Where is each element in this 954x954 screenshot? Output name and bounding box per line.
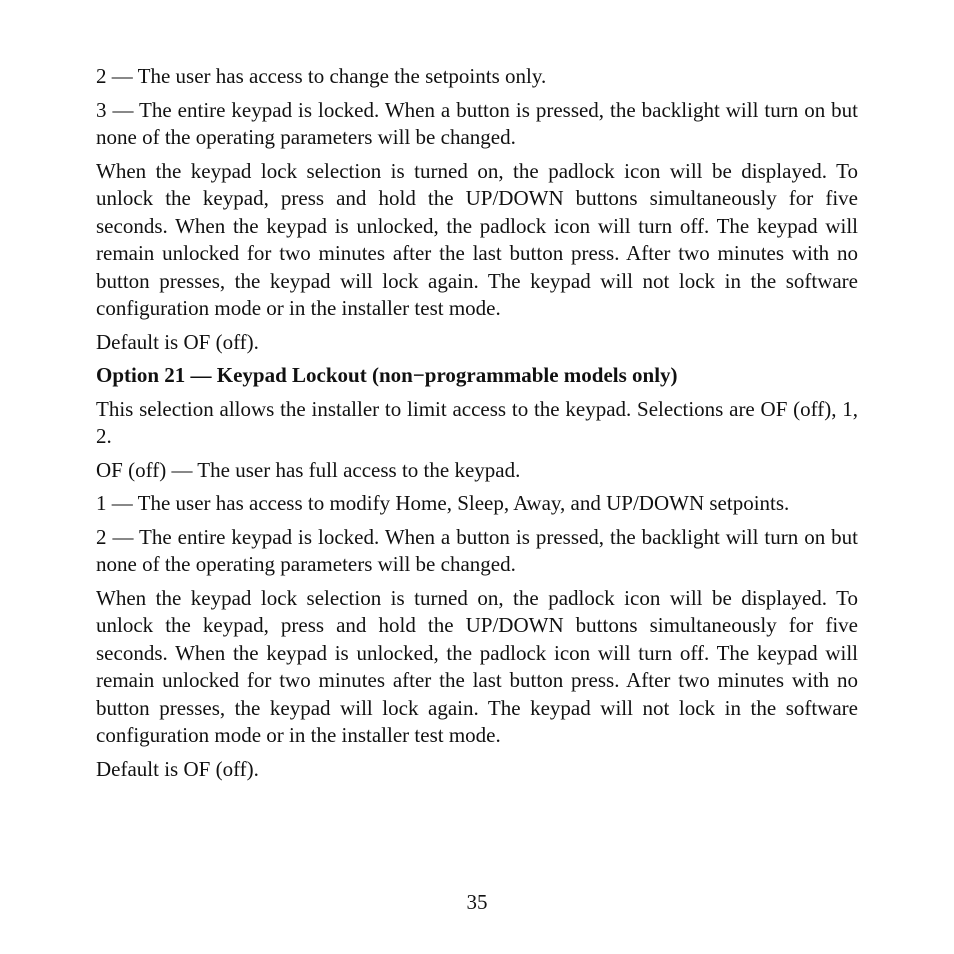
page-content	[96, 63, 858, 789]
paragraph-keypad-lock-description-2: When the keypad lock selection is turned on, the padlock icon will be displayed. To unlock the keypad, press and hold the UP/DOWN buttons simultaneously for five seconds. When the keypad is unlocked, the padlock icon will turn off. The keypad will remain unlocked for two minutes after the last button press. After two minutes with no button presses, the keypad will lock again. The keypad will not lock in the software configuration mode or in the installer test mode.	[96, 585, 858, 747]
paragraph-option-1: 1 — The user has access to modify Home, Sleep, Away, and UP/DOWN setpoints.	[96, 491, 790, 515]
paragraph-setpoints-only: 2 — The user has access to change the setpoints only.	[96, 64, 547, 88]
paragraph-option-off: OF (off) — The user has full access to the keypad.	[96, 457, 521, 482]
page-number: 35	[466, 890, 488, 914]
paragraph-keypad-lock-description: When the keypad lock selection is turned on, the padlock icon will be displayed. To unlock the keypad, press and hold the UP/DOWN buttons simultaneously for five seconds. When the keypad is unlocked, the padlock icon will turn off. The keypad will remain unlocked for two minutes after the last button press. After two minutes with no button presses, the keypad will lock again. The keypad will not lock in the software configuration mode or in the installer test mode.	[96, 158, 858, 320]
paragraph-default: Default is OF (off).	[96, 329, 259, 354]
paragraph-default-2: Default is OF (off).	[96, 756, 259, 781]
paragraph-selection-intro: This selection allows the installer to limit access to the keypad. Selections are OF (off), 1, 2.	[96, 396, 858, 448]
paragraph-entire-keypad-locked: 3 — The entire keypad is locked. When a button is pressed, the backlight will turn on but none of the operating parameters will be changed.	[96, 97, 858, 149]
option-21-heading: Option 21 — Keypad Lockout (non−programmable models only)	[96, 363, 678, 387]
paragraph-option-2: 2 — The entire keypad is locked. When a button is pressed, the backlight will turn on but none of the operating parameters will be changed.	[96, 524, 858, 576]
